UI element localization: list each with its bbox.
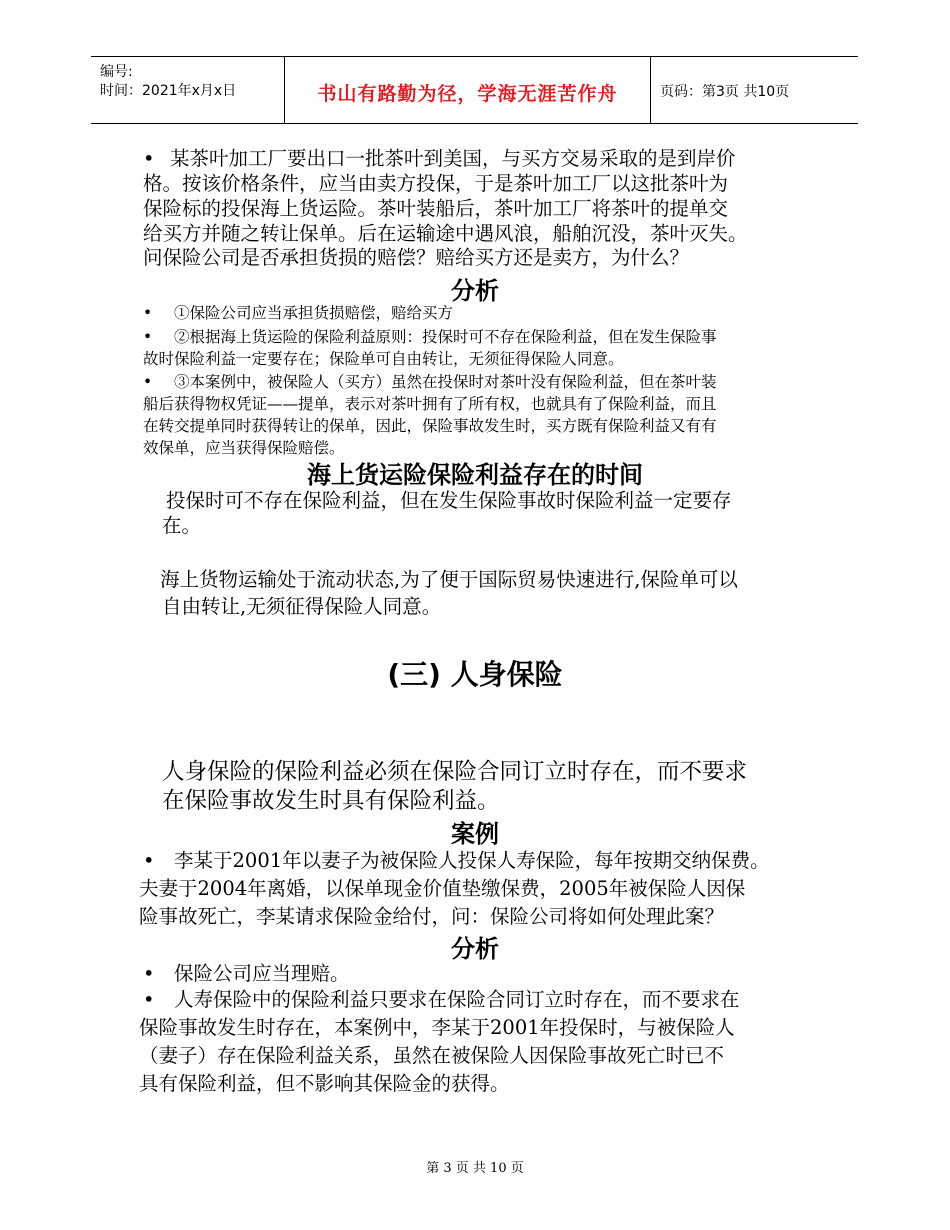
number-label: 编号: — [100, 64, 133, 80]
bullet: • — [143, 147, 155, 170]
header-page-info: 页码：第3页 共10页 — [660, 84, 790, 100]
analysis2-item-line: 人寿保险中的保险利益只要求在保险合同订立时存在，而不要求在 — [174, 988, 740, 1011]
analysis2-item-line: 保险事故发生时存在，本案例中，李某于2001年投保时，与被保险人 — [139, 1016, 735, 1039]
bullet: • — [143, 988, 155, 1011]
bullet: • — [143, 304, 153, 322]
case2-line: 险事故死亡，李某请求保险金给付，问：保险公司将如何处理此案？ — [139, 905, 725, 928]
marine-time-para2-line: 海上货物运输处于流动状态,为了便于国际贸易快速进行,保险单可以 — [160, 568, 738, 591]
analysis1-item-line: 故时保险利益一定要存在；保险单可自由转让，无须征得保险人同意。 — [143, 350, 624, 368]
case1-line: 保险标的投保海上货运险。茶叶装船后，茶叶加工厂将茶叶的提单交 — [143, 197, 729, 220]
bullet: • — [143, 328, 153, 346]
marine-time-heading: 海上货运险保险利益存在的时间 — [307, 461, 643, 489]
case1-line: 格。按该价格条件，应当由卖方投保，于是茶叶加工厂以这批茶叶为 — [143, 172, 729, 195]
case1-line: 问保险公司是否承担货损的赔偿？赔给买方还是卖方，为什么？ — [143, 246, 690, 269]
analysis2-item-line: （妻子）存在保险利益关系，虽然在被保险人因保险事故死亡时已不 — [139, 1044, 725, 1067]
header-motto: 书山有路勤为径，学海无涯苦作舟 — [317, 83, 618, 105]
marine-time-para1-line: 在。 — [162, 514, 202, 537]
case2-line: 李某于2001年以妻子为被保险人投保人寿保险，每年按期交纳保费。 — [174, 849, 770, 872]
page-footer: 第 3 页 共 10 页 — [426, 1161, 524, 1176]
personal-insurance-heading: (三) 人身保险 — [387, 658, 563, 691]
case1-line: 给买方并随之转让保单。后在运输途中遇风浪，船舶沉没，茶叶灭失。 — [143, 222, 748, 245]
case2-heading: 案例 — [451, 820, 499, 848]
analysis2-item-line: 具有保险利益，但不影响其保险金的获得。 — [139, 1072, 510, 1095]
marine-time-para2-line: 自由转让,无须征得保险人同意。 — [162, 595, 442, 618]
analysis1-item-line: 效保单，应当获得保险赔偿。 — [143, 439, 345, 457]
header-left-cell — [91, 57, 285, 123]
header-page-cell — [651, 57, 858, 123]
bullet: • — [143, 849, 155, 872]
analysis1-item-line: 船后获得物权凭证——提单，表示对茶叶拥有了所有权，也就具有了保险利益，而且 — [143, 395, 717, 413]
analysis2-item-line: 保险公司应当理赔。 — [174, 962, 350, 985]
marine-time-para1-line: 投保时可不存在保险利益，但在发生保险事故时保险利益一定要存 — [166, 489, 732, 512]
analysis1-item-line: ①保险公司应当承担货损赔偿，赔给买方 — [174, 304, 454, 322]
case2-line: 夫妻于2004年离婚，以保单现金价值垫缴保费，2005年被保险人因保 — [139, 877, 746, 900]
case1-line: 某茶叶加工厂要出口一批茶叶到美国，与买方交易采取的是到岸价 — [170, 147, 736, 170]
header-motto-cell — [285, 57, 651, 123]
personal-para-line: 在保险事故发生时具有保险利益。 — [162, 788, 500, 814]
analysis1-item-line: 在转交提单同时获得转让的保单，因此，保险事故发生时，买方既有保险利益又有有 — [143, 417, 717, 435]
analysis1-item-line: ②根据海上货运险的保险利益原则：投保时可不存在保险利益，但在发生保险事 — [174, 328, 717, 346]
time-label: 时间：2021年x月x日 — [100, 83, 237, 99]
analysis2-heading: 分析 — [451, 935, 499, 963]
personal-para-line: 人身保险的保险利益必须在保险合同订立时存在，而不要求 — [162, 759, 748, 785]
analysis1-heading: 分析 — [451, 277, 499, 305]
bullet: • — [143, 373, 153, 391]
page-header — [91, 56, 858, 124]
analysis1-item-line: ③本案例中，被保险人（买方）虽然在投保时对茶叶没有保险利益，但在茶叶装 — [174, 373, 717, 391]
bullet: • — [143, 962, 155, 985]
